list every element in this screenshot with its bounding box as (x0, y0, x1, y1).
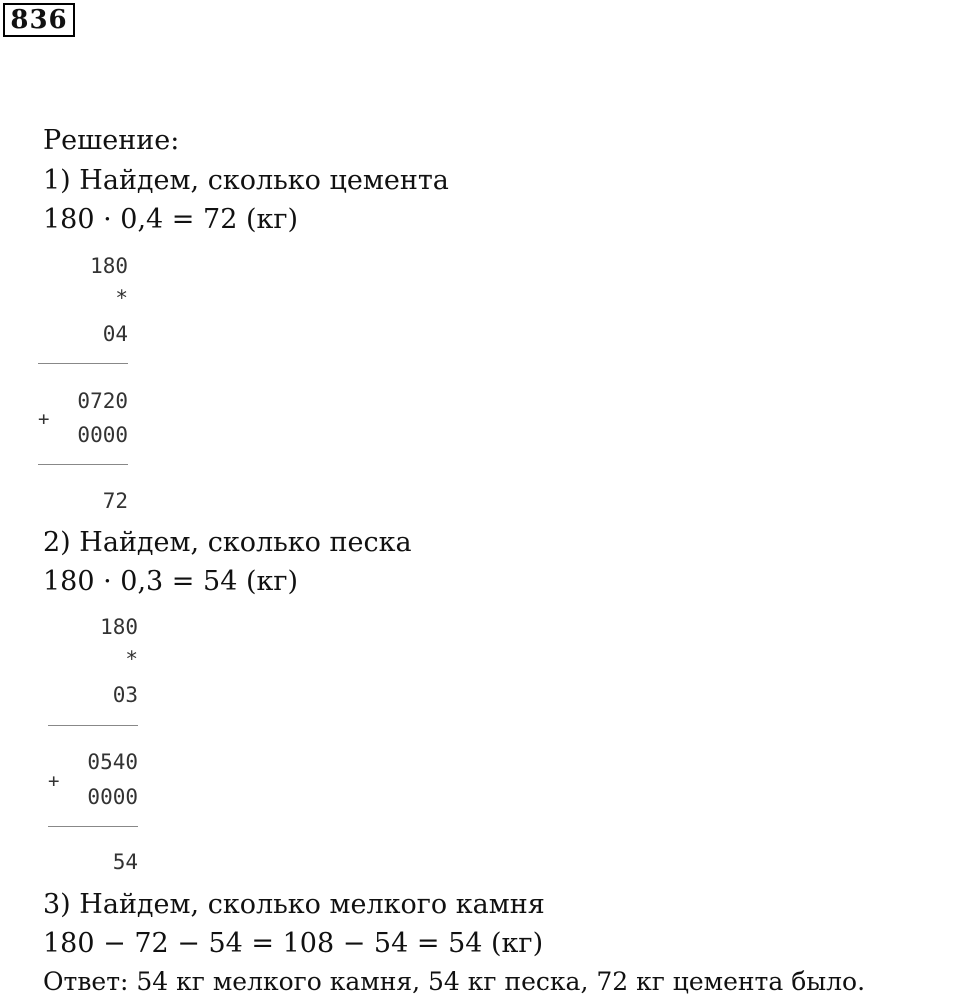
step2-heading: 2) Найдем, сколько песка (43, 527, 412, 558)
column-result: 54 (112, 850, 138, 874)
plus-sign: + (48, 770, 60, 792)
step3-equation: 180 − 72 − 54 = 108 − 54 = 54 (кг) (43, 928, 544, 959)
solution-label: Решение: (43, 125, 180, 156)
multiplier: 03 (112, 683, 138, 707)
column-result: 72 (102, 489, 128, 513)
multiplier: 04 (102, 322, 128, 346)
step1-equation: 180 · 0,4 = 72 (кг) (43, 204, 299, 235)
multiply-operator: * (115, 286, 128, 310)
answer-line: Ответ: 54 кг мелкого камня, 54 кг песка, 72 кг цемента было. (43, 967, 866, 996)
divider-line (38, 464, 128, 465)
divider-line (38, 363, 128, 364)
step1-column-multiplication (38, 252, 128, 512)
step1-heading: 1) Найдем, сколько цемента (43, 165, 449, 196)
step2-column-multiplication (48, 613, 138, 873)
partial-product-2: 0000 (87, 785, 138, 809)
multiplicand: 180 (90, 254, 128, 278)
multiplicand: 180 (100, 615, 138, 639)
partial-product-1: 0540 (87, 750, 138, 774)
partial-product-1: 0720 (77, 389, 128, 413)
divider-line (48, 725, 138, 726)
step3-heading: 3) Найдем, сколько мелкого камня (43, 889, 545, 920)
divider-line (48, 826, 138, 827)
problem-number: 836 (3, 3, 75, 37)
partial-product-2: 0000 (77, 423, 128, 447)
plus-sign: + (38, 408, 50, 430)
multiply-operator: * (125, 647, 138, 671)
step2-equation: 180 · 0,3 = 54 (кг) (43, 566, 299, 597)
